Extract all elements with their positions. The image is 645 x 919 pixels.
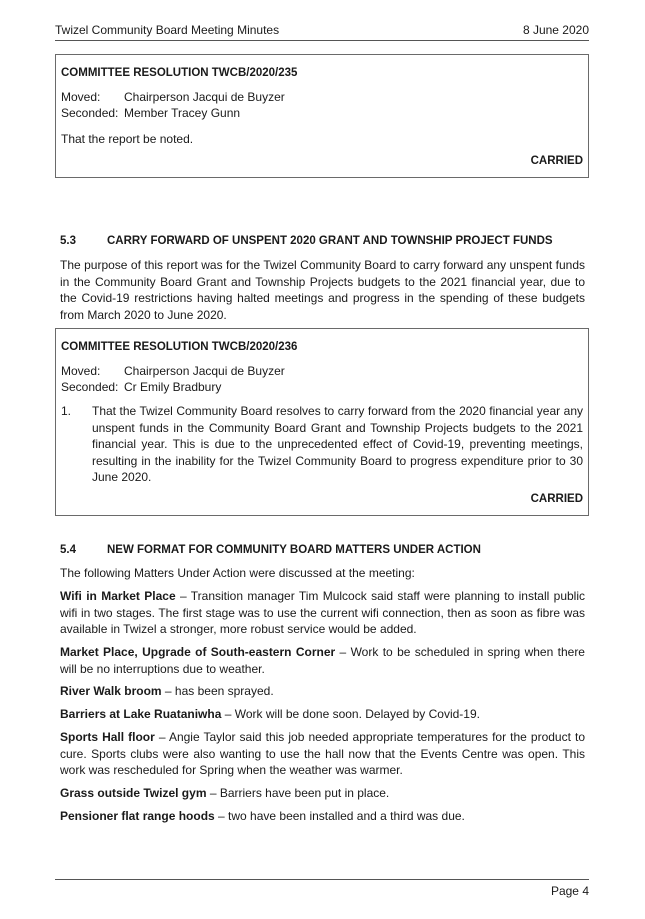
seconded-label: Seconded: [61, 380, 119, 395]
seconded-value: Member Tracey Gunn [124, 106, 241, 121]
resolution-text: That the report be noted. [61, 131, 194, 146]
list-item [60, 683, 585, 700]
document-date: 8 June 2020 [522, 23, 589, 37]
seconded-label: Seconded: [61, 106, 119, 121]
item-text: – Work will be done soon. Delayed by Covid-19. [221, 707, 480, 721]
resolution-list-item [61, 403, 583, 486]
list-number: 1. [61, 403, 72, 418]
seconded-value: Cr Emily Bradbury [124, 380, 222, 395]
item-heading: Market Place, Upgrade of South-eastern Corner [60, 645, 336, 659]
list-item [60, 729, 585, 779]
item-text: – Barriers have been put in place. [206, 786, 390, 800]
page-number: Page 4 [550, 884, 589, 898]
list-item [60, 644, 585, 677]
header-divider [55, 40, 589, 41]
seconded-line [61, 379, 583, 396]
page-header [55, 22, 589, 39]
moved-line [61, 363, 583, 380]
moved-value: Chairperson Jacqui de Buyzer [124, 89, 285, 104]
section-title: NEW FORMAT FOR COMMUNITY BOARD MATTERS UNDER ACTION [107, 544, 481, 556]
section-5-4-intro: The following Matters Under Action were discussed at the meeting: [60, 566, 415, 580]
resolution-box-236 [55, 328, 589, 516]
list-text: That the Twizel Community Board resolves to carry forward from the 2020 financial year any unspent funds in the Community Board Grant and Township Projects budgets to the 2021 financial year. This is due to the unprecedented effect of Covid-19, preventing meetings, resulting in the inability for the Twizel Community Board to progress expenditure prior to 30 June 2020. [92, 403, 583, 485]
moved-label: Moved: [61, 89, 101, 104]
section-number: 5.3 [60, 235, 76, 247]
item-text: – Work to be scheduled in spring when there will be no interruptions due to weather. [60, 645, 585, 676]
list-item [60, 808, 585, 825]
item-text: – has been sprayed. [161, 684, 274, 698]
item-heading: River Walk broom [60, 684, 162, 698]
carried-label: CARRIED [530, 154, 583, 167]
section-heading-5-3 [60, 234, 553, 250]
resolution-title: COMMITTEE RESOLUTION TWCB/2020/235 [61, 67, 298, 79]
item-heading: Barriers at Lake Ruataniwha [60, 707, 222, 721]
section-title: CARRY FORWARD OF UNSPENT 2020 GRANT AND TOWNSHIP PROJECT FUNDS [107, 235, 553, 247]
item-text: – Transition manager Tim Mulcock said staff were planning to install public wifi in two stages. The first stage was to use the current wifi connection, then as soon as fibre was available in Twizel a stronger, more robust service would be added. [60, 589, 586, 637]
document-title: Twizel Community Board Meeting Minutes [55, 23, 280, 37]
resolution-box-235 [55, 54, 589, 178]
section-5-3-paragraph: The purpose of this report was for the Twizel Community Board to carry forward any unspent funds in the Community Board Grant and Township Projects budgets to the 2021 financial year, due to the Covid-19 restrictions having halted meetings and progress in the spending of these budgets from March 2020 to June 2020. [60, 258, 585, 322]
item-heading: Pensioner flat range hoods [60, 809, 215, 823]
moved-line [61, 89, 583, 106]
carried-label: CARRIED [530, 492, 583, 505]
list-item [60, 588, 585, 638]
item-heading: Grass outside Twizel gym [60, 786, 207, 800]
item-heading: Wifi in Market Place [60, 589, 176, 603]
section-number: 5.4 [60, 544, 76, 556]
item-text: – Angie Taylor said this job needed appropriate temperatures for the product to cure. Sports clubs were also wanting to use the hall now that the Events Centre was open. This work was rescheduled for Spring when the weather was warmer. [60, 730, 586, 778]
footer-divider [55, 879, 589, 880]
list-item [60, 706, 585, 723]
item-text: – two have been installed and a third was due. [214, 809, 465, 823]
list-item [60, 785, 585, 802]
item-heading: Sports Hall floor [60, 730, 155, 744]
seconded-line [61, 105, 583, 122]
moved-value: Chairperson Jacqui de Buyzer [124, 363, 285, 378]
resolution-title: COMMITTEE RESOLUTION TWCB/2020/236 [61, 341, 298, 353]
moved-label: Moved: [61, 363, 101, 378]
section-heading-5-4 [60, 543, 481, 559]
